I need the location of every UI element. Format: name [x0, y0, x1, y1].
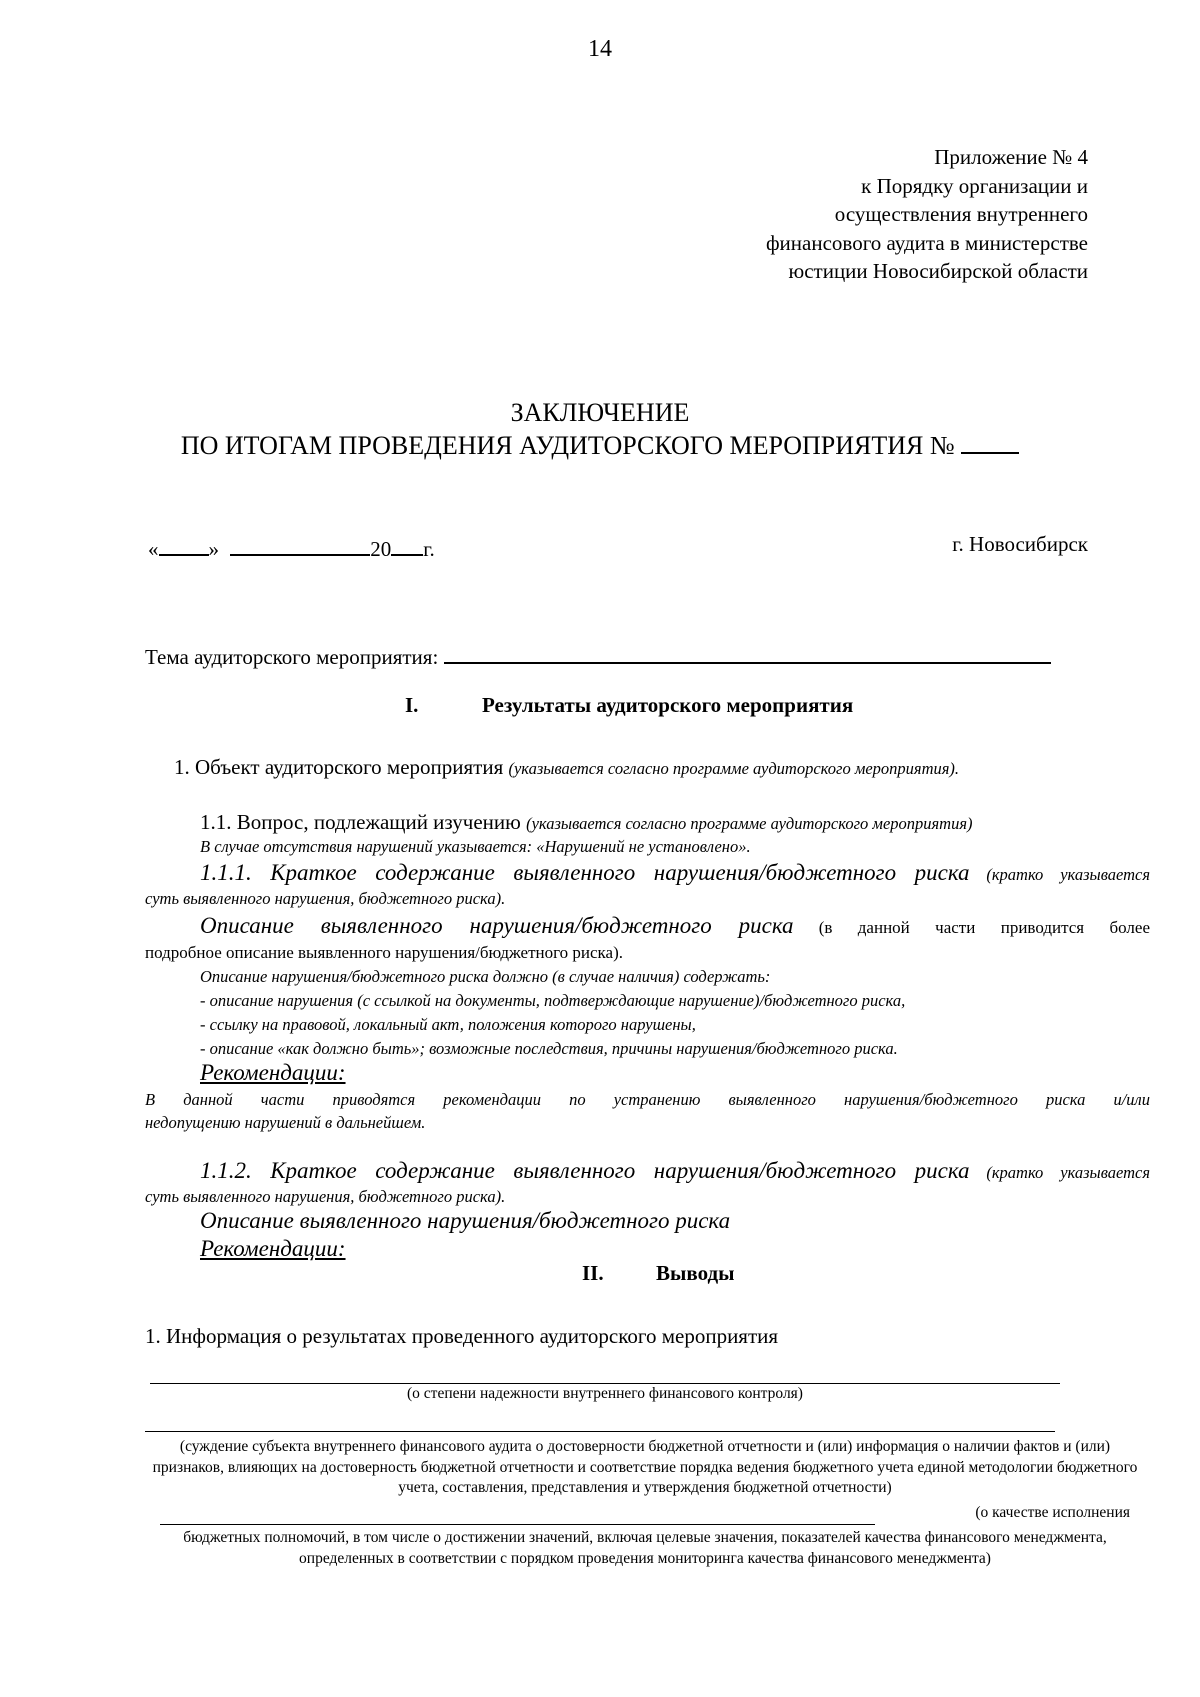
item-1-text: 1. Объект аудиторского мероприятия — [174, 755, 504, 779]
description-note-b: подробное описание выявленного нарушения/бюджетного риска). — [145, 943, 624, 962]
bullet-item: - описание «как должно быть»; возможные последствия, причины нарушения/бюджетного риска. — [200, 1039, 898, 1058]
appendix-line: финансового аудита в министерстве — [765, 230, 1088, 255]
caption: (суждение субъекта внутреннего финансового аудита о достоверности бюджетной отчетности и (или) информация о наличии фактов и (или) признаков, влияющих на достоверность бюджетной отчетности и соответствие порядка ведения бюджетного учета единой методологии бюджетного учета, составления, представления и утверждения бюджетной отчетности) — [152, 1438, 1138, 1496]
year-suffix: г. — [423, 537, 435, 561]
fill-line — [160, 1524, 875, 1525]
theme-line — [145, 640, 1051, 670]
theme-label: Тема аудиторского мероприятия: — [145, 645, 439, 669]
description-note-a: (в данной части приводится более — [818, 918, 1150, 937]
date-line — [148, 532, 435, 562]
recommendations-text-b: недопущению нарушений в дальнейшем. — [145, 1113, 426, 1132]
subtitle-text: ПО ИТОГАМ ПРОВЕДЕНИЯ АУДИТОРСКОГО МЕРОПРИЯТИЯ № — [180, 431, 955, 460]
caption: бюджетных полномочий, в том числе о достижении значений, включая целевые значения, показателей качества финансового менеджмента, определенных в соответствии с порядком проведения мониторинга качества финансового менеджмента) — [183, 1529, 1107, 1567]
section-number: I. — [405, 693, 419, 717]
item-1-1-1-note-b: суть выявленного нарушения, бюджетного риска). — [145, 889, 506, 908]
number-blank — [961, 430, 1019, 454]
item-1-1 — [200, 810, 973, 835]
item-1-1-2-heading: 1.1.2. Краткое содержание выявленного нарушения/бюджетного риска — [200, 1158, 970, 1183]
no-violation-note: В случае отсутствия нарушений указывается: «Нарушений не установлено». — [200, 837, 751, 856]
item-1-note: (указывается согласно программе аудиторского мероприятия). — [508, 759, 960, 778]
city: г. Новосибирск — [952, 532, 1088, 556]
item-1 — [174, 755, 959, 780]
bullet-item: - ссылку на правовой, локальный акт, положения которого нарушены, — [200, 1015, 696, 1034]
section-title: Выводы — [656, 1261, 735, 1285]
section-title: Результаты аудиторского мероприятия — [482, 693, 854, 717]
item-1-1-2-note-a: (кратко указывается — [986, 1163, 1151, 1182]
item-1-1-1-note-a: (кратко указывается — [986, 865, 1151, 884]
year-blank — [391, 532, 423, 556]
bullet-item: - описание нарушения (с ссылкой на документы, подтверждающие нарушение)/бюджетного риска, — [200, 991, 906, 1010]
date-open-quote: « — [148, 537, 159, 561]
item-1-1-1-line1 — [200, 860, 1150, 886]
item-1-1-2-line1 — [200, 1158, 1150, 1184]
item-1-1-2-recommendations-heading: Рекомендации: — [200, 1236, 346, 1261]
description-heading: Описание выявленного нарушения/бюджетного риска — [200, 913, 794, 938]
fill-line — [150, 1383, 1060, 1384]
recommendations-text-a: В данной части приводятся рекомендации по устранению выявленного нарушения/бюджетного риска и/или — [145, 1090, 1150, 1109]
conclusion-item-1: 1. Информация о результатах проведенного аудиторского мероприятия — [145, 1324, 779, 1348]
item-1-1-note: (указывается согласно программе аудиторского мероприятия) — [526, 814, 973, 833]
appendix-line: Приложение № 4 — [934, 145, 1088, 169]
description-line1 — [200, 913, 1150, 939]
item-1-1-2-description-heading: Описание выявленного нарушения/бюджетного риска — [200, 1208, 731, 1233]
recommendations-heading: Рекомендации: — [200, 1060, 346, 1085]
page-number: 14 — [588, 36, 612, 62]
item-1-1-text: 1.1. Вопрос, подлежащий изучению — [200, 810, 521, 834]
item-1-1-1-heading: 1.1.1. Краткое содержание выявленного нарушения/бюджетного риска — [200, 860, 970, 885]
theme-blank — [444, 640, 1051, 664]
document-title: ЗАКЛЮЧЕНИЕ — [510, 398, 690, 427]
appendix-line: осуществления внутреннего — [834, 202, 1088, 226]
appendix-line: к Порядку организации и — [861, 173, 1088, 198]
appendix-block — [568, 143, 1088, 286]
day-blank — [159, 532, 209, 556]
date-close-quote: » — [208, 537, 219, 561]
section-number: II. — [582, 1261, 604, 1285]
document-subtitle — [0, 430, 1200, 461]
month-blank — [230, 532, 370, 556]
caption: (о качестве исполнения — [975, 1504, 1130, 1521]
fill-line — [145, 1431, 1055, 1432]
appendix-line: юстиции Новосибирской области — [788, 259, 1088, 283]
year-prefix: 20 — [370, 537, 392, 561]
caption: (о степени надежности внутреннего финансового контроля) — [407, 1385, 803, 1402]
must-contain: Описание нарушения/бюджетного риска должно (в случае наличия) содержать: — [200, 967, 771, 986]
item-1-1-2-note-b: суть выявленного нарушения, бюджетного риска). — [145, 1187, 506, 1206]
